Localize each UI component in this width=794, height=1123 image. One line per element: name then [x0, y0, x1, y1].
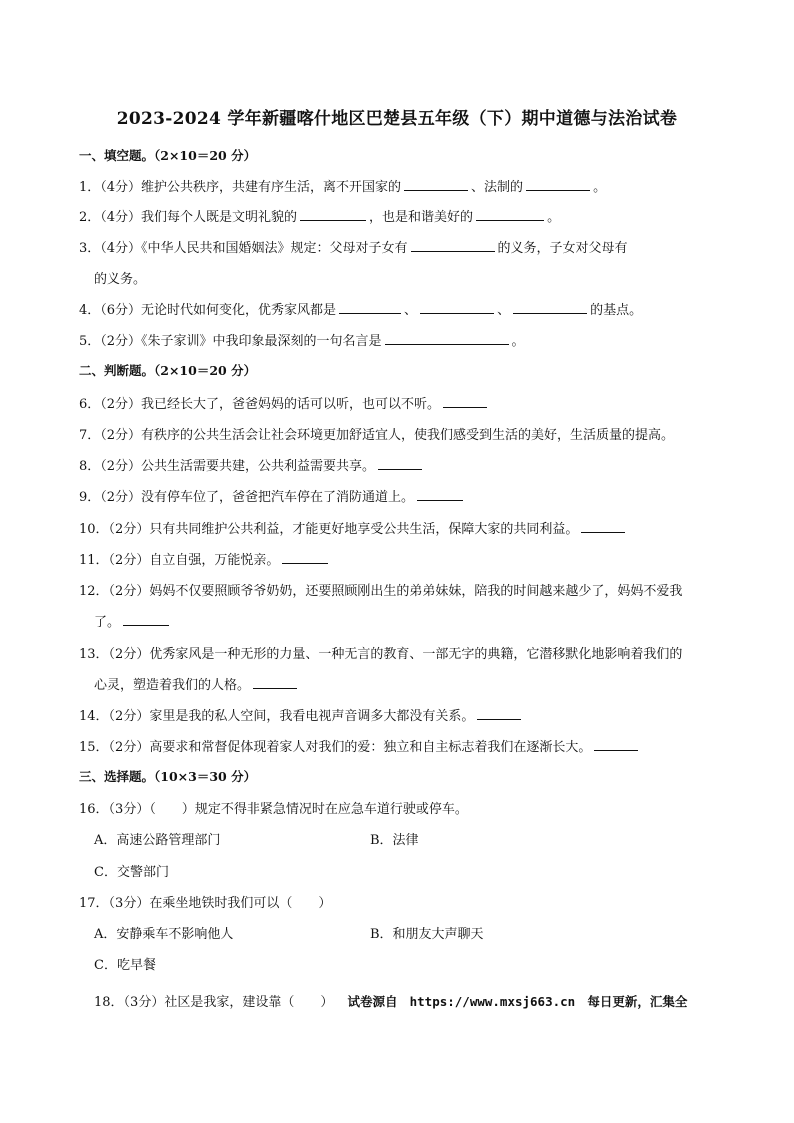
question-text: 、法制的 [471, 180, 524, 195]
question-text: 1．（4分）维护公共秩序，共建有序生活，离不开国家的 [79, 180, 402, 195]
question-text: 。 [511, 334, 525, 349]
answer-blank[interactable] [253, 676, 297, 689]
answer-blank[interactable] [513, 301, 587, 314]
question-3-continued: 的义务。 [94, 272, 147, 287]
question-text: 11．（2分）自立自强，万能悦亲。 [79, 553, 280, 568]
question-text: 。 [547, 210, 561, 225]
question-text: 8．（2分）公共生活需要共建，公共利益需要共享。 [79, 459, 376, 474]
question-text: 4．（6分）无论时代如何变化，优秀家风都是 [79, 303, 337, 318]
question-text: 10．（2分）只有共同维护公共利益，才能更好地享受公共生活，保障大家的共同利益。 [79, 522, 579, 537]
question-6 [79, 393, 490, 412]
question-5 [79, 330, 525, 349]
question-16: 16．（3分）（ ）规定不得非紧急情况时在应急车道行驶或停车。 [79, 802, 468, 817]
question-text: 的基点。 [590, 303, 643, 318]
question-text: 18．（3分）社区是我家，建设靠（ ） [94, 995, 334, 1010]
answer-blank[interactable] [385, 332, 509, 345]
question-text: 14．（2分）家里是我的私人空间，我看电视声音调多大都没有关系。 [79, 709, 475, 724]
option-c[interactable]: C．交警部门 [94, 865, 169, 880]
question-text: 12．（2分）妈妈不仅要照顾爷爷奶奶，还要照顾刚出生的弟弟妹妹，陪我的时间越来越少了，妈妈不爱我 [79, 584, 683, 599]
answer-blank[interactable] [581, 520, 625, 533]
source-label: 试卷源自 [347, 994, 398, 1009]
answer-blank[interactable] [411, 239, 495, 252]
question-text: 2．（4分）我们每个人既是文明礼貌的 [79, 210, 298, 225]
question-3 [79, 237, 628, 256]
question-12 [79, 580, 682, 599]
section-true-false: 二、判断题。（2×10＝20 分） [79, 363, 257, 378]
answer-blank[interactable] [526, 178, 590, 191]
answer-blank[interactable] [123, 613, 169, 626]
question-text: 13．（2分）优秀家风是一种无形的力量、一种无言的教育、一部无字的典籍，它潜移默化地影响着我们的 [79, 647, 683, 662]
question-text: 、 [404, 303, 418, 318]
question-14 [79, 705, 524, 724]
question-text: 的义务，子女对父母有 [497, 241, 628, 256]
question-18 [94, 991, 687, 1010]
question-text: 、 [497, 303, 511, 318]
question-text: 15．（2分）高要求和常督促体现着家人对我们的爱：独立和自主标志着我们在逐渐长大。 [79, 740, 592, 755]
question-9 [79, 486, 466, 505]
answer-blank[interactable] [476, 208, 544, 221]
question-text: 。 [593, 180, 607, 195]
option-b[interactable]: B．法律 [370, 833, 419, 848]
option-c[interactable]: C．吃早餐 [94, 958, 156, 973]
answer-blank[interactable] [443, 395, 487, 408]
answer-blank[interactable] [420, 301, 494, 314]
answer-blank[interactable] [378, 457, 422, 470]
question-17: 17．（3分）在乘坐地铁时我们可以（ ） [79, 896, 332, 911]
answer-blank[interactable] [594, 738, 638, 751]
answer-blank[interactable] [300, 208, 366, 221]
question-text: ，也是和谐美好的 [369, 210, 474, 225]
answer-blank[interactable] [417, 488, 463, 501]
option-a[interactable]: A．高速公路管理部门 [94, 833, 221, 848]
question-10 [79, 518, 628, 537]
option-b[interactable]: B．和朋友大声聊天 [370, 927, 484, 942]
section-fill-blank: 一、填空题。（2×10＝20 分） [79, 148, 257, 163]
question-text: 心灵，塑造着我们的人格。 [94, 678, 251, 693]
option-a[interactable]: A．安静乘车不影响他人 [94, 927, 234, 942]
question-7 [79, 424, 674, 443]
page-title: 2023-2024 学年新疆喀什地区巴楚县五年级（下）期中道德与法治试卷 [116, 109, 678, 129]
answer-blank[interactable] [404, 178, 468, 191]
question-12-continued [94, 611, 172, 630]
source-link[interactable]: https://www.mxsj663.cn [409, 994, 576, 1009]
answer-blank[interactable] [339, 301, 401, 314]
question-text: 7．（2分）有秩序的公共生活会让社会环境更加舒适宜人，使我们感受到生活的美好，生活质量的提高。 [79, 428, 675, 443]
question-text: 6．（2分）我已经长大了，爸爸妈妈的话可以听，也可以不听。 [79, 397, 441, 412]
question-text: 5．（2分）《朱子家训》中我印象最深刻的一句名言是 [79, 334, 382, 349]
section-multiple-choice: 三、选择题。（10×3＝30 分） [79, 769, 257, 784]
question-4 [79, 299, 642, 318]
question-13 [79, 643, 682, 662]
question-2 [79, 206, 560, 225]
update-note: 每日更新，汇集全 [587, 994, 688, 1009]
question-8 [79, 455, 425, 474]
question-13-continued [94, 674, 300, 693]
question-1 [79, 176, 606, 195]
answer-blank[interactable] [282, 551, 328, 564]
question-15 [79, 736, 641, 755]
answer-blank[interactable] [477, 707, 521, 720]
question-11 [79, 549, 331, 568]
question-text: 3．（4分）《中华人民共和国婚姻法》规定：父母对子女有 [79, 241, 408, 256]
question-text: 了。 [94, 615, 121, 630]
question-text: 9．（2分）没有停车位了，爸爸把汽车停在了消防通道上。 [79, 490, 415, 505]
